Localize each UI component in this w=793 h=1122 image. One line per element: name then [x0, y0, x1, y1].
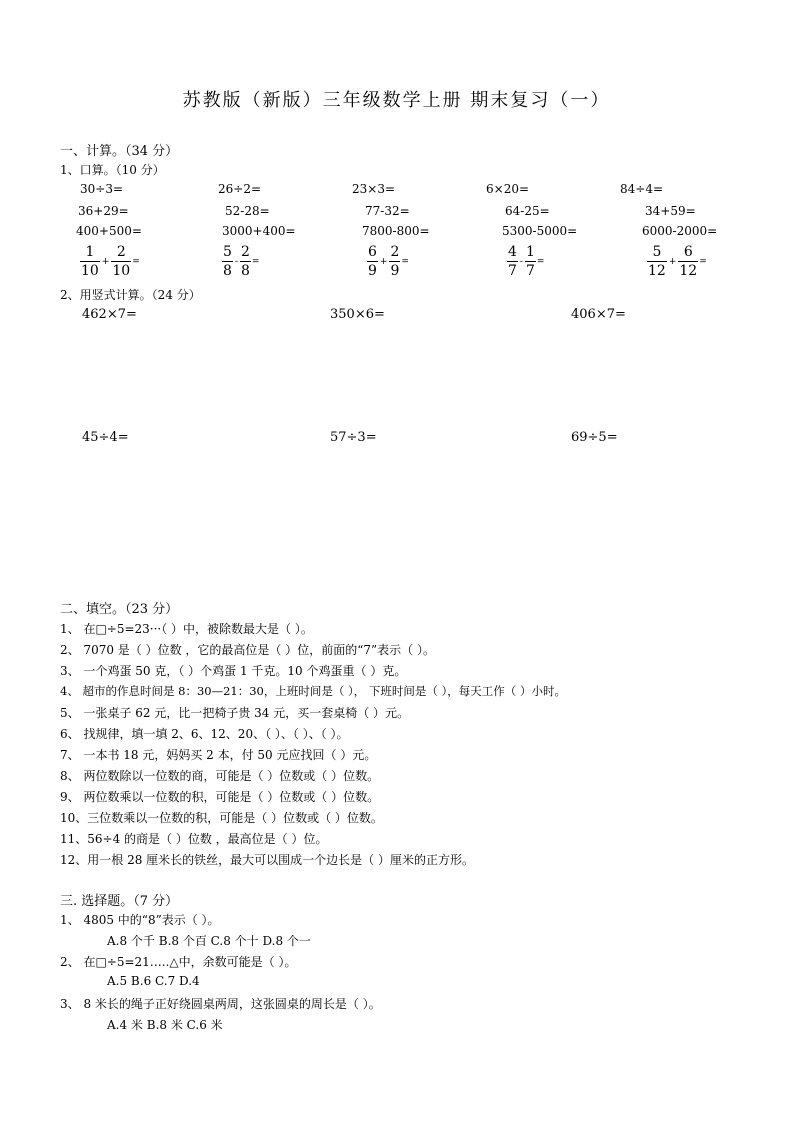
operator: - — [234, 256, 238, 267]
fraction-problem — [222, 244, 259, 279]
vertical-problem: 45÷4= — [82, 430, 129, 445]
vertical-problem: 57÷3= — [330, 430, 377, 445]
numerator: 1 — [85, 244, 95, 260]
oral-item: 77-32= — [365, 204, 410, 218]
fraction-problem — [367, 244, 409, 279]
equals-sign: = — [401, 256, 409, 267]
fill-blank-item: 8、 两位数除以一位数的商，可能是（ ）位数或（ ）位数。 — [60, 769, 380, 783]
numerator: 1 — [525, 244, 535, 260]
oral-item: 400+500= — [76, 224, 142, 238]
denominator: 7 — [525, 263, 535, 279]
oral-item: 6000-2000= — [642, 224, 718, 238]
fraction — [389, 244, 400, 279]
fill-blank-item: 6、 找规律，填一填 2、6、12、20、（ ）、（ ）、（ ）。 — [60, 727, 349, 741]
fill-blank-item: 5、 一张桌子 62 元，比一把椅子贵 34 元，买一套桌椅（ ）元。 — [60, 706, 410, 720]
numerator: 4 — [508, 244, 517, 260]
equals-sign: = — [699, 256, 707, 267]
fill-blank-item: 1、 在□÷5=23···（ ）中，被除数最大是（ ）。 — [60, 622, 313, 636]
choice-question: 1、 4805 中的“8”表示（ ）。 — [60, 913, 220, 927]
fraction-bar — [507, 261, 518, 262]
denominator: 9 — [390, 263, 400, 279]
fraction — [367, 244, 378, 279]
section-3-heading: 三. 选择题。（7 分） — [60, 894, 179, 909]
fill-blank-item: 12、用一根 28 厘米长的铁丝，最大可以围成一个边长是（ ）厘米的正方形。 — [60, 853, 474, 867]
denominator: 10 — [81, 263, 99, 279]
fraction-bar — [389, 261, 400, 262]
fraction — [240, 244, 251, 279]
denominator: 8 — [223, 263, 232, 279]
numerator: 2 — [240, 244, 250, 260]
choice-options: A.5 B.6 C.7 D.4 — [107, 974, 200, 988]
vertical-problem: 69÷5= — [571, 430, 618, 445]
denominator: 8 — [240, 263, 250, 279]
fill-blank-item: 10、三位数乘以一位数的积，可能是（ ）位数或（ ）位数。 — [60, 811, 383, 825]
denominator: 12 — [648, 263, 666, 279]
fraction-bar — [525, 261, 536, 262]
subsection-vertical-heading: 2、用竖式计算。（24 分） — [60, 288, 201, 302]
oral-item: 3000+400= — [222, 224, 296, 238]
subsection-oral-heading: 1、口算。（10 分） — [60, 163, 165, 177]
choice-options: A.4 米 B.8 米 C.6 米 — [107, 1018, 223, 1032]
oral-item: 64-25= — [505, 204, 550, 218]
choice-question: 2、 在□÷5=21…..△中，余数可能是（ ）。 — [60, 955, 297, 969]
numerator: 6 — [683, 244, 693, 260]
fill-blank-item: 11、56÷4 的商是（ ）位数 ，最高位是（ ）位。 — [60, 832, 328, 846]
equals-sign: = — [132, 256, 140, 267]
fraction — [222, 244, 233, 279]
page-title: 苏教版（新版）三年级数学上册 期末复习（一） — [182, 90, 611, 111]
vertical-problem: 350×6= — [330, 307, 385, 322]
fill-blank-item: 2、 7070 是（ ）位数 ，它的最高位是（ ）位，前面的“7”表示（ ）。 — [60, 643, 435, 657]
fraction — [80, 244, 100, 279]
oral-item: 5300-5000= — [502, 224, 578, 238]
section-1-heading: 一、计算。（34 分） — [60, 144, 179, 159]
denominator: 12 — [679, 263, 698, 279]
operator: + — [379, 256, 388, 267]
oral-item: 84÷4= — [620, 182, 664, 196]
oral-item: 23×3= — [352, 182, 396, 196]
fraction-problem — [507, 244, 544, 279]
fill-blank-item: 9、 两位数乘以一位数的积，可能是（ ）位数或（ ）位数。 — [60, 790, 380, 804]
fraction-bar — [647, 261, 667, 262]
fraction-bar — [80, 261, 100, 262]
numerator: 2 — [116, 244, 126, 260]
fill-blank-item: 4、 超市的作息时间是 8：30—21：30，上班时间是（ ）， 下班时间是（ ），每天工作（ ）小时。 — [60, 684, 566, 698]
fraction — [678, 244, 698, 279]
fraction — [507, 244, 518, 279]
fraction — [525, 244, 536, 279]
fraction-problem — [647, 244, 707, 279]
operator: + — [101, 256, 110, 267]
oral-item: 6×20= — [486, 182, 530, 196]
fraction-bar — [367, 261, 378, 262]
operator: - — [519, 256, 523, 267]
numerator: 2 — [390, 244, 400, 260]
fraction-bar — [222, 261, 233, 262]
oral-item: 30÷3= — [80, 182, 124, 196]
fraction-bar — [678, 261, 698, 262]
operator: + — [668, 256, 677, 267]
denominator: 10 — [112, 263, 131, 279]
denominator: 7 — [508, 263, 517, 279]
fill-blank-item: 7、 一本书 18 元，妈妈买 2 本，付 50 元应找回（ ）元。 — [60, 748, 377, 762]
oral-item: 36+29= — [78, 204, 129, 218]
fraction-problem — [80, 244, 140, 279]
choice-question: 3、 8 米长的绳子正好绕圆桌两周，这张圆桌的周长是（ ）。 — [60, 997, 381, 1011]
vertical-problem: 462×7= — [82, 307, 137, 322]
oral-item: 34+59= — [645, 204, 696, 218]
numerator: 5 — [652, 244, 662, 260]
numerator: 6 — [368, 244, 377, 260]
fill-blank-item: 3、 一个鸡蛋 50 克，（ ）个鸡蛋 1 千克。10 个鸡蛋重（ ）克。 — [60, 664, 407, 678]
oral-item: 52-28= — [225, 204, 270, 218]
equals-sign: = — [251, 256, 260, 267]
denominator: 9 — [368, 263, 377, 279]
choice-options: A.8 个千 B.8 个百 C.8 个十 D.8 个一 — [107, 934, 311, 948]
section-2-heading: 二、填空。（23 分） — [60, 602, 179, 617]
fraction — [647, 244, 667, 279]
fraction — [111, 244, 131, 279]
vertical-problem: 406×7= — [571, 307, 626, 322]
oral-item: 26÷2= — [218, 182, 262, 196]
numerator: 5 — [223, 244, 232, 260]
fraction-bar — [240, 261, 251, 262]
equals-sign: = — [536, 256, 545, 267]
fraction-bar — [111, 261, 131, 262]
oral-item: 7800-800= — [362, 224, 430, 238]
